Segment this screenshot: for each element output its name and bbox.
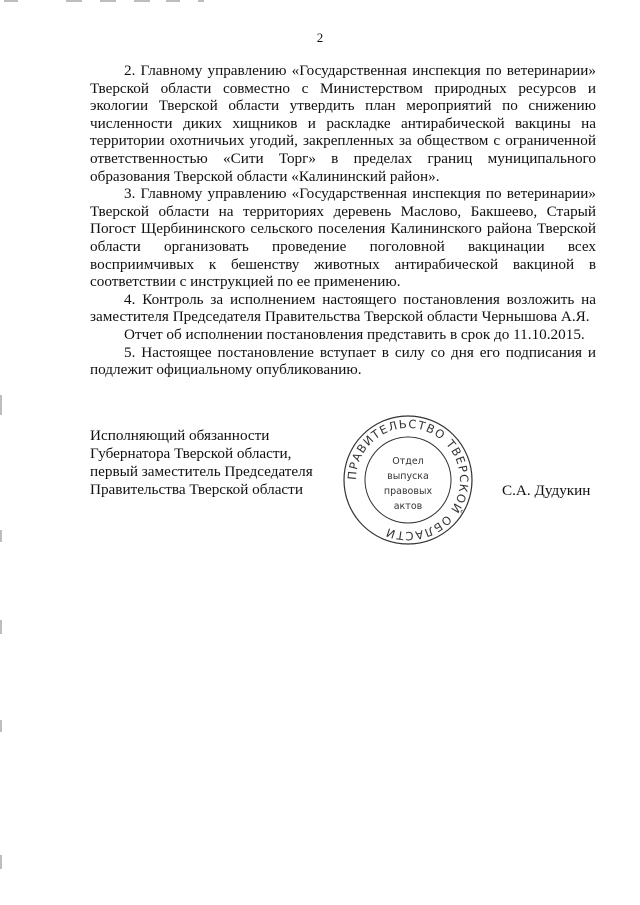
stamp-ring-text-path: ПРАВИТЕЛЬСТВО ТВЕРСКОЙ ОБЛАСТИ	[344, 416, 472, 544]
scan-artifact	[66, 0, 82, 2]
stamp-center-line: Отдел	[392, 456, 424, 467]
scan-artifact	[166, 0, 180, 2]
scan-edge	[0, 620, 2, 634]
signatory-title-line: Губернатора Тверской области,	[90, 445, 292, 462]
paragraph-2: 2. Главному управлению «Государственная инспекция по ветеринарии» Тверской области совместно с Министерством природных ресурсов и экологии Тверской области утвердить план мероприятий по снижению численности диких хищников и раскладке антирабической вакцины на территории охотничьих угодий, закрепленных за обществом с ограниченной ответственностью «Сити Торг» в пределах границ муниципального образования Тверской области «Калининский район».	[90, 62, 596, 185]
signatory-title-line: Правительства Тверской области	[90, 481, 303, 498]
scan-artifact	[134, 0, 150, 2]
scan-artifact	[198, 0, 204, 2]
stamp-center-line: выпуска	[387, 471, 429, 482]
document-body	[90, 62, 596, 379]
scan-edge	[0, 855, 2, 869]
paragraph-4: 4. Контроль за исполнением настоящего постановления возложить на заместителя Председателя Правительства Тверской области Чернышова А.Я.	[90, 290, 596, 326]
signer-name: С.А. Дудукин	[502, 482, 591, 499]
paragraph-5: 5. Настоящее постановление вступает в силу со дня его подписания и подлежит официальному опубликованию.	[90, 343, 596, 379]
scan-artifact	[100, 0, 116, 2]
official-stamp	[342, 414, 474, 546]
report-deadline: Отчет об исполнении постановления представить в срок до 11.10.2015.	[124, 325, 585, 343]
paragraph-3: 3. Главному управлению «Государственная инспекция по ветеринарии» Тверской области на территориях деревень Маслово, Бакшеево, Старый Погост Щербининского сельского поселения Калининского района Тверской области организовать проведение поголовной вакцинации всех восприимчивых к бешенству животных антирабической вакциной в соответствии с инструкцией по ее применению.	[90, 185, 596, 291]
scan-edge	[0, 720, 2, 732]
stamp-center-line: правовых	[383, 486, 433, 497]
scan-edge	[0, 395, 2, 415]
page-number: 2	[316, 30, 324, 45]
stamp-center-line: актов	[393, 501, 423, 512]
scan-edge	[0, 530, 2, 542]
scan-artifact	[4, 0, 18, 2]
signatory-title	[90, 427, 330, 499]
signatory-title-line: Исполняющий обязанности	[90, 427, 270, 444]
signatory-title-line: первый заместитель Председателя	[90, 463, 313, 480]
